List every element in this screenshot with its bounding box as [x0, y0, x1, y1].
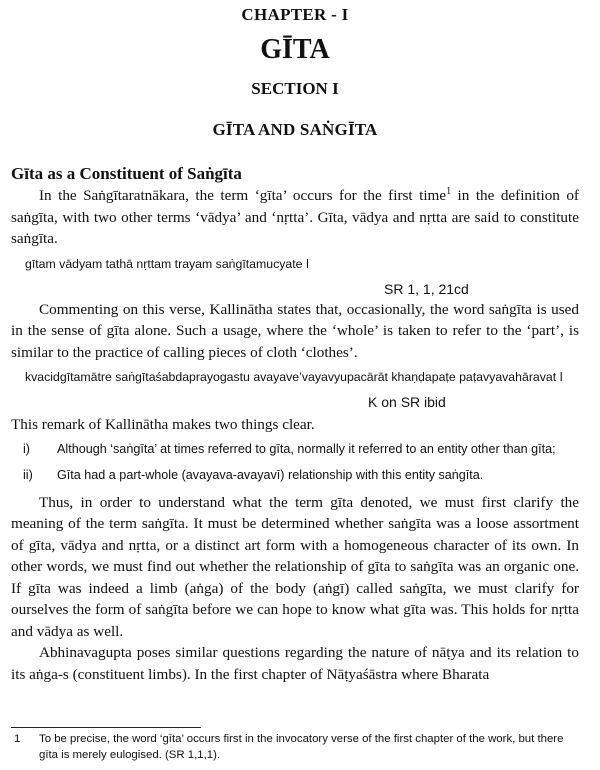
paragraph-1 — [11, 185, 579, 250]
paragraph-3: This remark of Kallinātha makes two things clear. — [11, 416, 315, 433]
reference-2: K on SR ibid — [368, 394, 446, 410]
reference-1: SR 1, 1, 21cd — [384, 280, 469, 297]
list-item-text: Gīta had a part-whole (avayava-avayavī) relationship with this entity saṅgīta. — [57, 467, 484, 482]
list-item-number: i) — [23, 441, 30, 456]
footnote-text: To be precise, the word ‘gīta’ occurs first in the invocatory verse of the first chapter of the work, but there gīta is merely eulogised. (SR 1,1,1). — [39, 733, 564, 761]
list-item-number: ii) — [23, 467, 33, 482]
paragraph-5: Abhinavagupta poses similar questions regarding the nature of nāṭya and its relation to its aṅga-s (constituent limbs). In the first chapter of Nāṭyaśāstra where Bharata — [11, 644, 579, 683]
verse-2: kvacidgītamātre saṅgītaśabdaprayogastu avayave’vayavyupacārāt khaṇḍapaṭe paṭavyavahāravat ǀ — [25, 370, 563, 384]
list-item-text: Although ‘saṅgīta’ at times referred to gīta, normally it referred to an entity other than gīta; — [57, 441, 556, 456]
paragraph-1-start: In the Saṅgītaratnākara, the term ‘gīta’ occurs for the first time — [39, 187, 447, 204]
list-item — [11, 466, 579, 485]
list-item — [11, 440, 579, 459]
footnote-divider — [11, 727, 201, 728]
subheading: Gīta as a Constituent of Saṅgīta — [11, 164, 242, 183]
points-list — [11, 440, 579, 485]
chapter-title: GĪTA — [260, 34, 330, 65]
footnote-marker: 1 — [446, 185, 452, 197]
section-heading: SECTION I — [251, 79, 339, 98]
footnote — [11, 731, 579, 763]
paragraph-2: Commenting on this verse, Kallinātha states that, occasionally, the word saṅgīta is used in the sense of gīta alone. Such a usage, where the ‘whole’ is taken to refer to the ‘part’, is similar to the practice of calling pieces of cloth ‘clothes’. — [11, 300, 579, 361]
chapter-heading: CHAPTER - I — [241, 5, 349, 24]
paragraph-1-end: in the definition of saṅgīta, with two other terms ‘vādya’ and ‘nṛtta’. Gīta, vādya and nṛtta are said to constitute saṅgīta. — [11, 187, 579, 247]
verse-1: gītam vādyam tathā nṛttam trayam saṅgītamucyate ǀ — [25, 256, 310, 271]
section-title: GĪTA AND SAṄGĪTA — [212, 120, 378, 139]
paragraph-4: Thus, in order to understand what the term gīta denoted, we must first clarify the meaning of the term saṅgīta. It must be determined whether saṅgīta was a loose assortment of gīta, vādya and nṛtta, or a distinct art form with a homogeneous character of its own. In other words, we must find out whether the relationship of gīta to saṅgīta was an organic one. If gīta was indeed a limb (aṅga) of the body (aṅgī) called saṅgīta, we must clarify for ourselves the form of saṅgīta before we can hope to know what gīta was. This holds for nṛtta and vādya as well. — [11, 493, 579, 640]
footnote-number: 1 — [14, 733, 21, 745]
